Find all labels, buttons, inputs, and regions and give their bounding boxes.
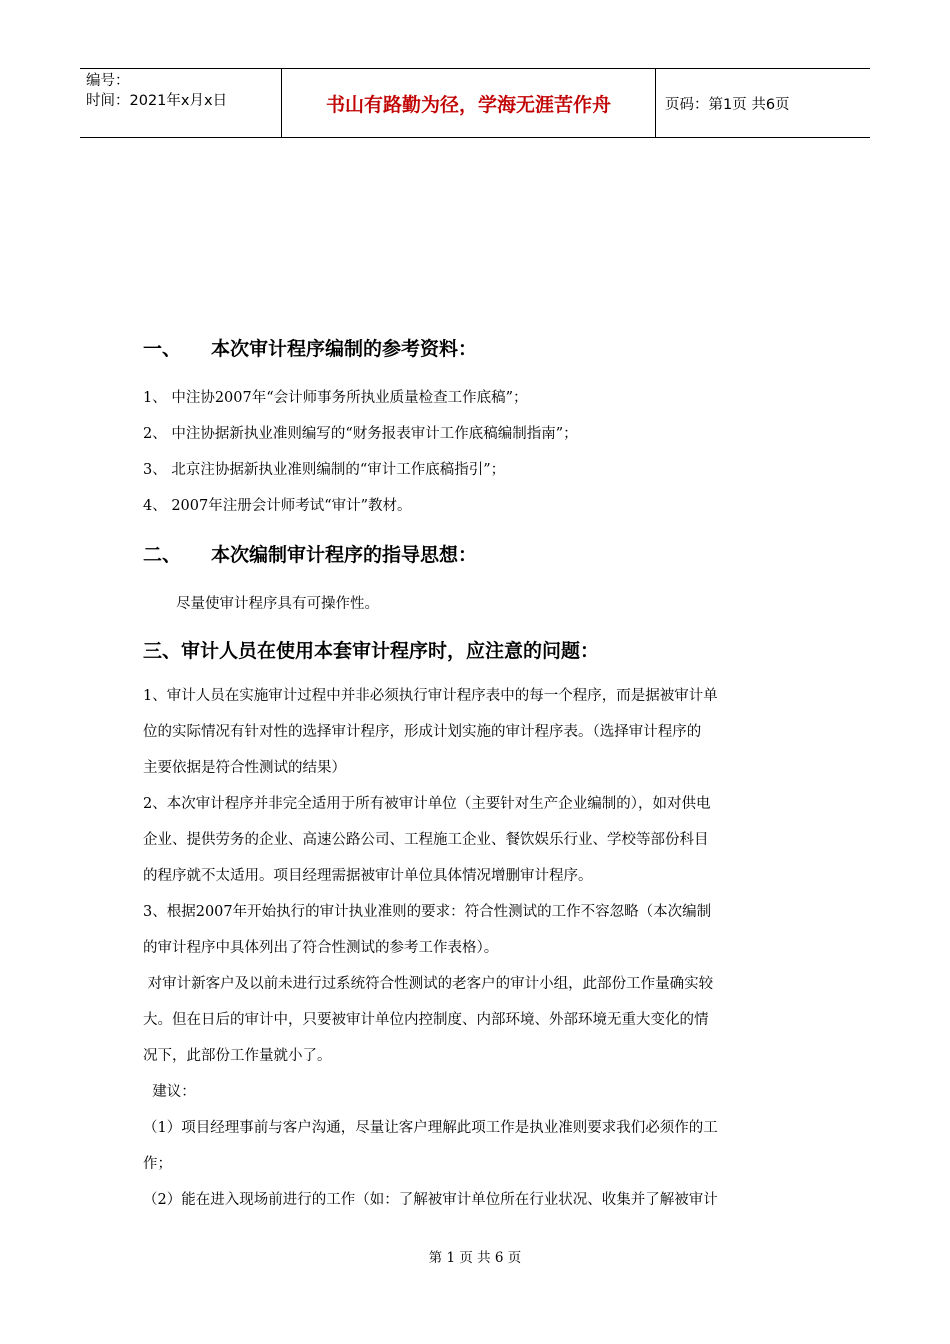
body-line: 1、审计人员在实施审计过程中并非必须执行审计程序表中的每一个程序，而是据被审计单: [143, 688, 718, 704]
section-number: 二、: [143, 544, 182, 566]
body-line: 2、本次审计程序并非完全适用于所有被审计单位（主要针对生产企业编制的），如对供电: [143, 796, 711, 812]
body-line: （2）能在进入现场前进行的工作（如：了解被审计单位所在行业状况、收集并了解被审计: [143, 1192, 718, 1208]
document-number-label: 编号：: [86, 73, 130, 89]
body-line: 建议：: [143, 1084, 196, 1100]
body-line: 大。但在日后的审计中，只要被审计单位内控制度、内部环境、外部环境无重大变化的情: [143, 1012, 709, 1028]
header-meta: [86, 71, 282, 111]
header-motto-cell: [281, 69, 656, 137]
section-heading-2: [143, 538, 808, 572]
reference-item: 2、 中注协据新执业准则编写的“财务报表审计工作底稿编制指南”；: [143, 426, 578, 442]
document-body: [143, 332, 808, 1218]
page-footer: 第 1 页 共 6 页: [428, 1250, 522, 1266]
body-line: 的审计程序中具体列出了符合性测试的参考工作表格）。: [143, 940, 499, 956]
document-date: 时间：2021年x月x日: [86, 93, 228, 109]
page-header: [80, 68, 870, 138]
reference-item: 3、 北京注协据新执业准则编制的“审计工作底稿指引”；: [143, 462, 506, 478]
section-heading-3: 三、审计人员在使用本套审计程序时，应注意的问题：: [143, 640, 600, 662]
header-motto: 书山有路勤为径，学海无涯苦作舟: [325, 93, 611, 116]
body-line: 3、根据2007年开始执行的审计执业准则的要求：符合性测试的工作不容忽略（本次编制: [143, 904, 712, 920]
body-line: 的程序就不太适用。项目经理需据被审计单位具体情况增删审计程序。: [143, 868, 593, 884]
body-line: 作；: [143, 1156, 172, 1172]
body-line: （1）项目经理事前与客户沟通，尽量让客户理解此项工作是执业准则要求我们必须作的工: [143, 1120, 718, 1136]
section-heading-1: [143, 332, 808, 366]
body-line: 位的实际情况有针对性的选择审计程序，形成计划实施的审计程序表。（选择审计程序的: [143, 724, 702, 740]
section-number: 一、: [143, 338, 182, 360]
guiding-principle: 尽量使审计程序具有可操作性。: [176, 596, 379, 612]
section-title: 本次编制审计程序的指导思想：: [211, 544, 478, 566]
header-page-info: 页码：第1页 共6页: [665, 96, 790, 113]
reference-item: 4、 2007年注册会计师考试“审计”教材。: [143, 498, 412, 514]
section-title: 本次审计程序编制的参考资料：: [211, 338, 478, 360]
body-line: 主要依据是符合性测试的结果）: [143, 760, 346, 776]
body-line: 况下，此部份工作量就小了。: [143, 1048, 332, 1064]
body-line: 对审计新客户及以前未进行过系统符合性测试的老客户的审计小组，此部份工作量确实较: [143, 976, 714, 992]
reference-item: 1、 中注协2007年“会计师事务所执业质量检查工作底稿”；: [143, 390, 528, 406]
body-line: 企业、提供劳务的企业、高速公路公司、工程施工企业、餐饮娱乐行业、学校等部份科目: [143, 832, 709, 848]
